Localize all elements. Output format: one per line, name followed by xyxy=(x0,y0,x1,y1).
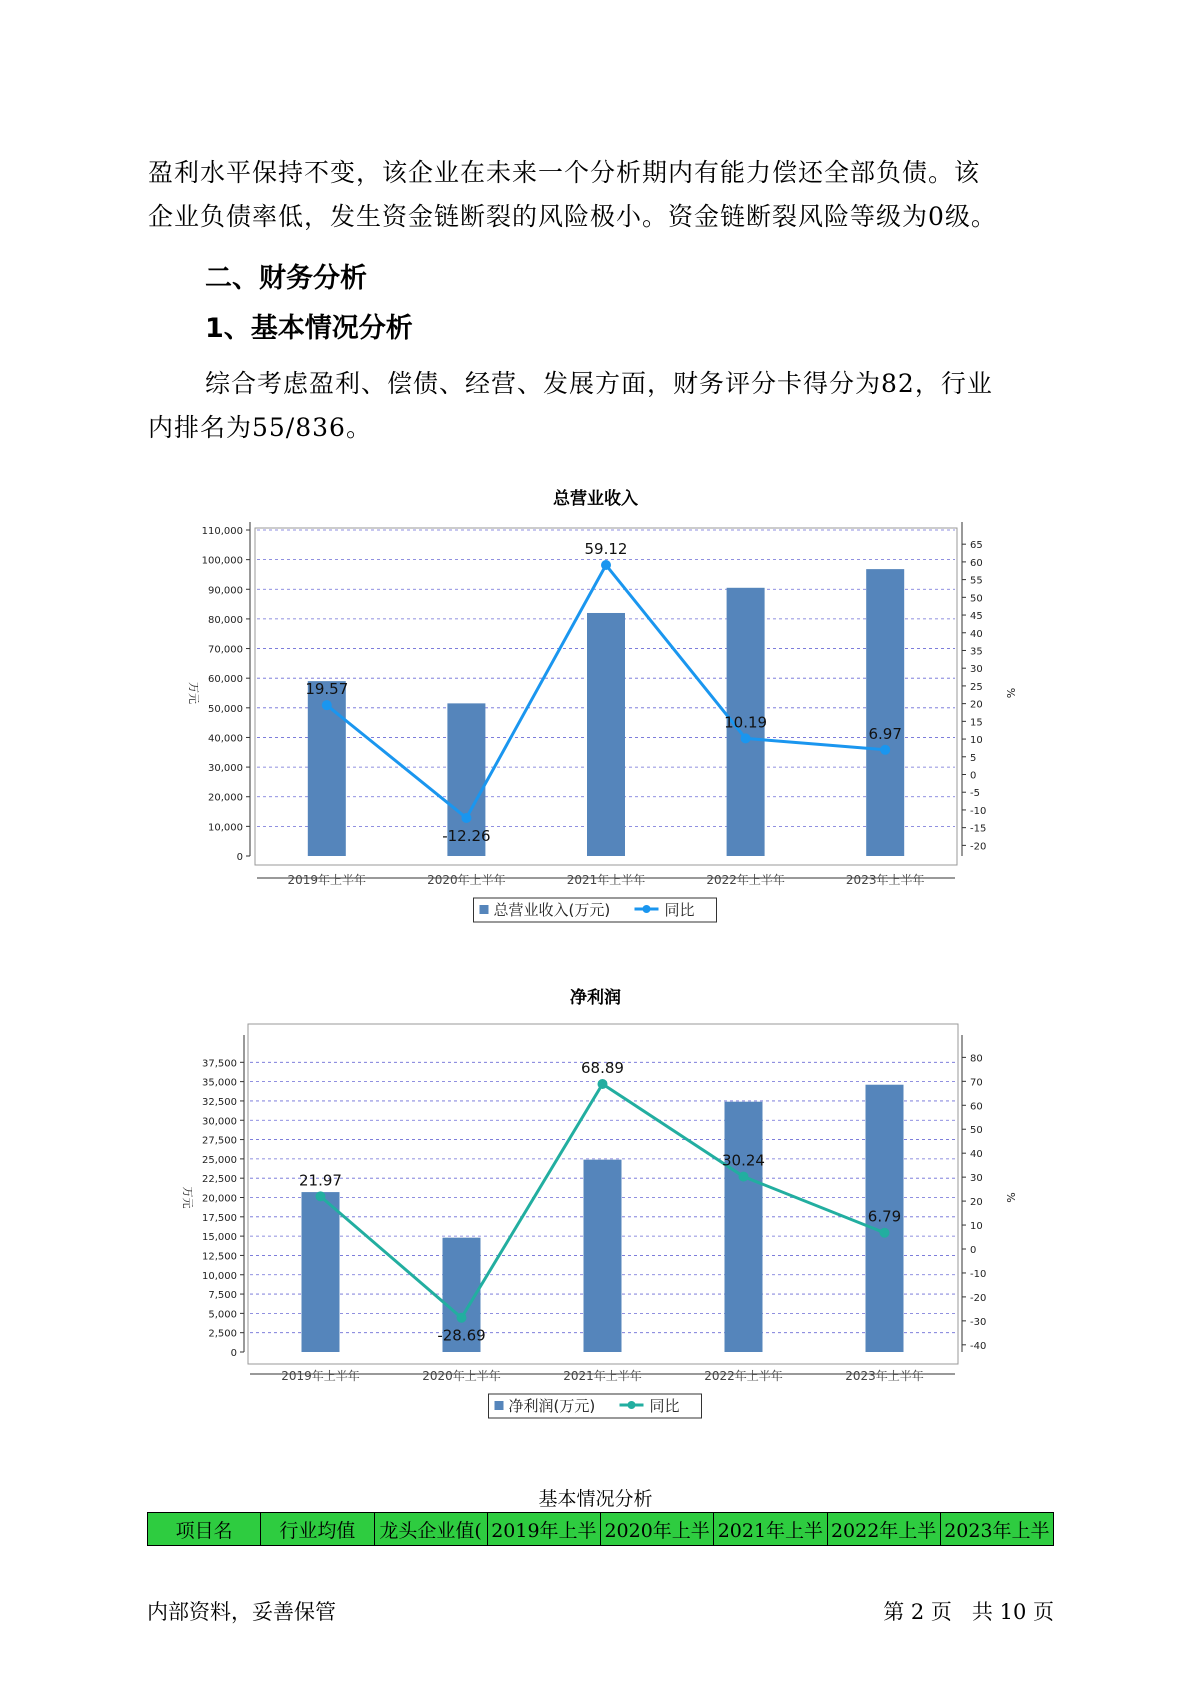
y-tick-label: 35,000 xyxy=(202,1077,237,1089)
y-tick-label: 100,000 xyxy=(201,555,243,567)
legend-line-marker xyxy=(628,1401,636,1409)
y-tick-label: 90,000 xyxy=(208,585,243,597)
y2-tick-label: 20 xyxy=(970,699,983,711)
y2-tick-label: 15 xyxy=(970,717,983,729)
x-tick-label: 2019年上半年 xyxy=(281,1369,360,1383)
y2-tick-label: 35 xyxy=(970,646,983,658)
y2-tick-label: -40 xyxy=(970,1340,987,1352)
y-tick-label: 15,000 xyxy=(202,1232,237,1244)
y-tick-label: 10,000 xyxy=(202,1270,237,1282)
table-header-row xyxy=(148,1513,1054,1546)
legend-bar-swatch xyxy=(480,905,489,914)
chart-title-revenue: 总营业收入 xyxy=(553,489,638,509)
y-tick-label: 7,500 xyxy=(208,1290,237,1302)
x-tick-label: 2019年上半年 xyxy=(287,873,367,887)
bar xyxy=(725,1102,763,1352)
net-profit-chart xyxy=(0,1005,1191,1435)
y-tick-label: 30,000 xyxy=(202,1116,237,1128)
table-header-cell: 2022年上半 xyxy=(827,1513,940,1546)
y-tick-label: 10,000 xyxy=(208,822,243,834)
y2-tick-label: 30 xyxy=(970,664,983,676)
x-tick-label: 2021年上半年 xyxy=(566,873,646,887)
y-tick-label: 32,500 xyxy=(202,1096,237,1108)
x-tick-label: 2020年上半年 xyxy=(422,1369,501,1383)
x-tick-label: 2022年上半年 xyxy=(706,873,785,887)
summary-line-2: 内排名为55/836。 xyxy=(148,413,372,442)
x-tick-label: 2022年上半年 xyxy=(704,1369,783,1383)
yoy-point xyxy=(457,1313,467,1323)
y2-tick-label: 45 xyxy=(970,611,983,623)
x-tick-label: 2023年上半年 xyxy=(845,1369,924,1383)
table-header-cell: 2021年上半 xyxy=(714,1513,827,1546)
basic-analysis-table xyxy=(147,1512,1054,1546)
y2-tick-label: 25 xyxy=(970,681,983,693)
yoy-data-label: 30.24 xyxy=(722,1151,765,1170)
y2-tick-label: 10 xyxy=(970,1221,983,1233)
table-header-cell: 2019年上半 xyxy=(487,1513,600,1546)
legend-line-marker xyxy=(643,905,651,913)
chart-title-net-profit: 净利润 xyxy=(570,988,621,1008)
y2-tick-label: 80 xyxy=(970,1053,983,1065)
legend-bar-label: 净利润(万元) xyxy=(508,1397,596,1415)
subsection-heading: 1、基本情况分析 xyxy=(205,313,413,344)
yoy-data-label: 10.19 xyxy=(724,713,768,732)
yoy-point xyxy=(741,733,751,743)
y2-axis-label: % xyxy=(1004,1192,1017,1203)
legend-bar-swatch xyxy=(495,1401,504,1410)
summary-line-1: 综合考虑盈利、偿债、经营、发展方面，财务评分卡得分为82，行业 xyxy=(205,369,993,398)
table-header-cell: 龙头企业值( xyxy=(374,1513,487,1546)
yoy-data-label: 68.89 xyxy=(581,1058,624,1077)
table-header-cell: 2023年上半 xyxy=(940,1513,1053,1546)
y-tick-label: 50,000 xyxy=(208,703,243,715)
y2-tick-label: -15 xyxy=(970,823,987,835)
bar xyxy=(866,569,904,856)
y2-tick-label: 0 xyxy=(970,1245,977,1256)
x-tick-label: 2021年上半年 xyxy=(563,1369,642,1383)
y-tick-label: 2,500 xyxy=(208,1328,237,1340)
yoy-data-label: 21.97 xyxy=(299,1171,342,1190)
y-tick-label: 0 xyxy=(230,1348,237,1359)
y-axis-label: 万元 xyxy=(181,1186,194,1209)
y2-tick-label: -30 xyxy=(970,1316,987,1328)
y2-tick-label: 0 xyxy=(970,770,977,782)
y-tick-label: 37,500 xyxy=(202,1058,237,1070)
y2-tick-label: -10 xyxy=(970,1268,987,1280)
yoy-point xyxy=(880,1228,890,1238)
y2-tick-label: -5 xyxy=(970,788,980,800)
y2-tick-label: 5 xyxy=(970,752,977,764)
y2-tick-label: 10 xyxy=(970,735,983,747)
yoy-point xyxy=(739,1172,749,1182)
y-tick-label: 0 xyxy=(236,852,243,863)
intro-line-2: 企业负债率低，发生资金链断裂的风险极小。资金链断裂风险等级为0级。 xyxy=(148,202,997,231)
chart-legend xyxy=(489,1394,702,1418)
yoy-data-label: 19.57 xyxy=(305,680,349,699)
yoy-point xyxy=(598,1079,608,1089)
y2-tick-label: 70 xyxy=(970,1077,983,1089)
intro-line-1: 盈利水平保持不变，该企业在未来一个分析期内有能力偿还全部负债。该 xyxy=(148,158,981,187)
yoy-point xyxy=(322,700,332,710)
yoy-data-label: -12.26 xyxy=(442,826,491,845)
x-tick-label: 2020年上半年 xyxy=(427,873,506,887)
section-heading: 二、财务分析 xyxy=(205,263,367,294)
y2-tick-label: 65 xyxy=(970,540,983,552)
y2-tick-label: -20 xyxy=(970,1292,987,1304)
legend-line-label: 同比 xyxy=(649,1397,680,1415)
yoy-point xyxy=(461,813,471,823)
table-header-cell: 项目名 xyxy=(148,1513,261,1546)
y2-tick-label: 40 xyxy=(970,628,983,640)
bar xyxy=(302,1192,340,1352)
table-caption: 基本情况分析 xyxy=(538,1488,653,1510)
y-tick-label: 60,000 xyxy=(208,674,243,686)
yoy-data-label: 6.79 xyxy=(867,1207,902,1226)
yoy-point xyxy=(880,745,890,755)
bar xyxy=(584,1160,622,1352)
y2-tick-label: 60 xyxy=(970,557,983,569)
yoy-data-label: -28.69 xyxy=(437,1326,486,1345)
yoy-data-label: 59.12 xyxy=(584,540,628,559)
y-tick-label: 40,000 xyxy=(208,733,243,745)
y2-tick-label: 50 xyxy=(970,1125,983,1137)
y-tick-label: 70,000 xyxy=(208,644,243,656)
yoy-point xyxy=(316,1191,326,1201)
y-tick-label: 110,000 xyxy=(201,526,243,537)
table-header-cell: 行业均值 xyxy=(261,1513,374,1546)
legend-line-label: 同比 xyxy=(664,901,695,919)
y2-axis-label: % xyxy=(1004,687,1017,699)
y-axis-label: 万元 xyxy=(187,682,200,704)
y-tick-label: 17,500 xyxy=(202,1212,237,1224)
footer-confidential-note: 内部资料，妥善保管 xyxy=(147,1600,336,1624)
yoy-point xyxy=(601,560,611,570)
y2-tick-label: 55 xyxy=(970,575,983,587)
table-header-cell: 2020年上半 xyxy=(601,1513,714,1546)
y-tick-label: 22,500 xyxy=(202,1174,237,1186)
y-tick-label: 20,000 xyxy=(202,1193,237,1205)
footer-page-number: 第 2 页 共 10 页 xyxy=(883,1600,1054,1624)
y2-tick-label: 60 xyxy=(970,1101,983,1113)
y-tick-label: 30,000 xyxy=(208,763,243,775)
x-tick-label: 2023年上半年 xyxy=(845,873,925,887)
y2-tick-label: 20 xyxy=(970,1197,983,1209)
yoy-data-label: 6.97 xyxy=(868,724,902,743)
y2-tick-label: -20 xyxy=(970,841,987,853)
y2-tick-label: -10 xyxy=(970,805,987,817)
y-tick-label: 27,500 xyxy=(202,1135,237,1147)
y-tick-label: 12,500 xyxy=(202,1251,237,1263)
y-tick-label: 25,000 xyxy=(202,1154,237,1166)
y2-tick-label: 40 xyxy=(970,1149,983,1161)
y2-tick-label: 50 xyxy=(970,593,983,605)
y-tick-label: 20,000 xyxy=(208,792,243,804)
legend-bar-label: 总营业收入(万元) xyxy=(493,901,611,919)
revenue-chart xyxy=(0,505,1191,935)
y-tick-label: 80,000 xyxy=(208,614,243,626)
y2-tick-label: 30 xyxy=(970,1173,983,1185)
bar xyxy=(587,613,625,856)
chart-legend xyxy=(474,898,717,922)
y-tick-label: 5,000 xyxy=(208,1309,237,1321)
